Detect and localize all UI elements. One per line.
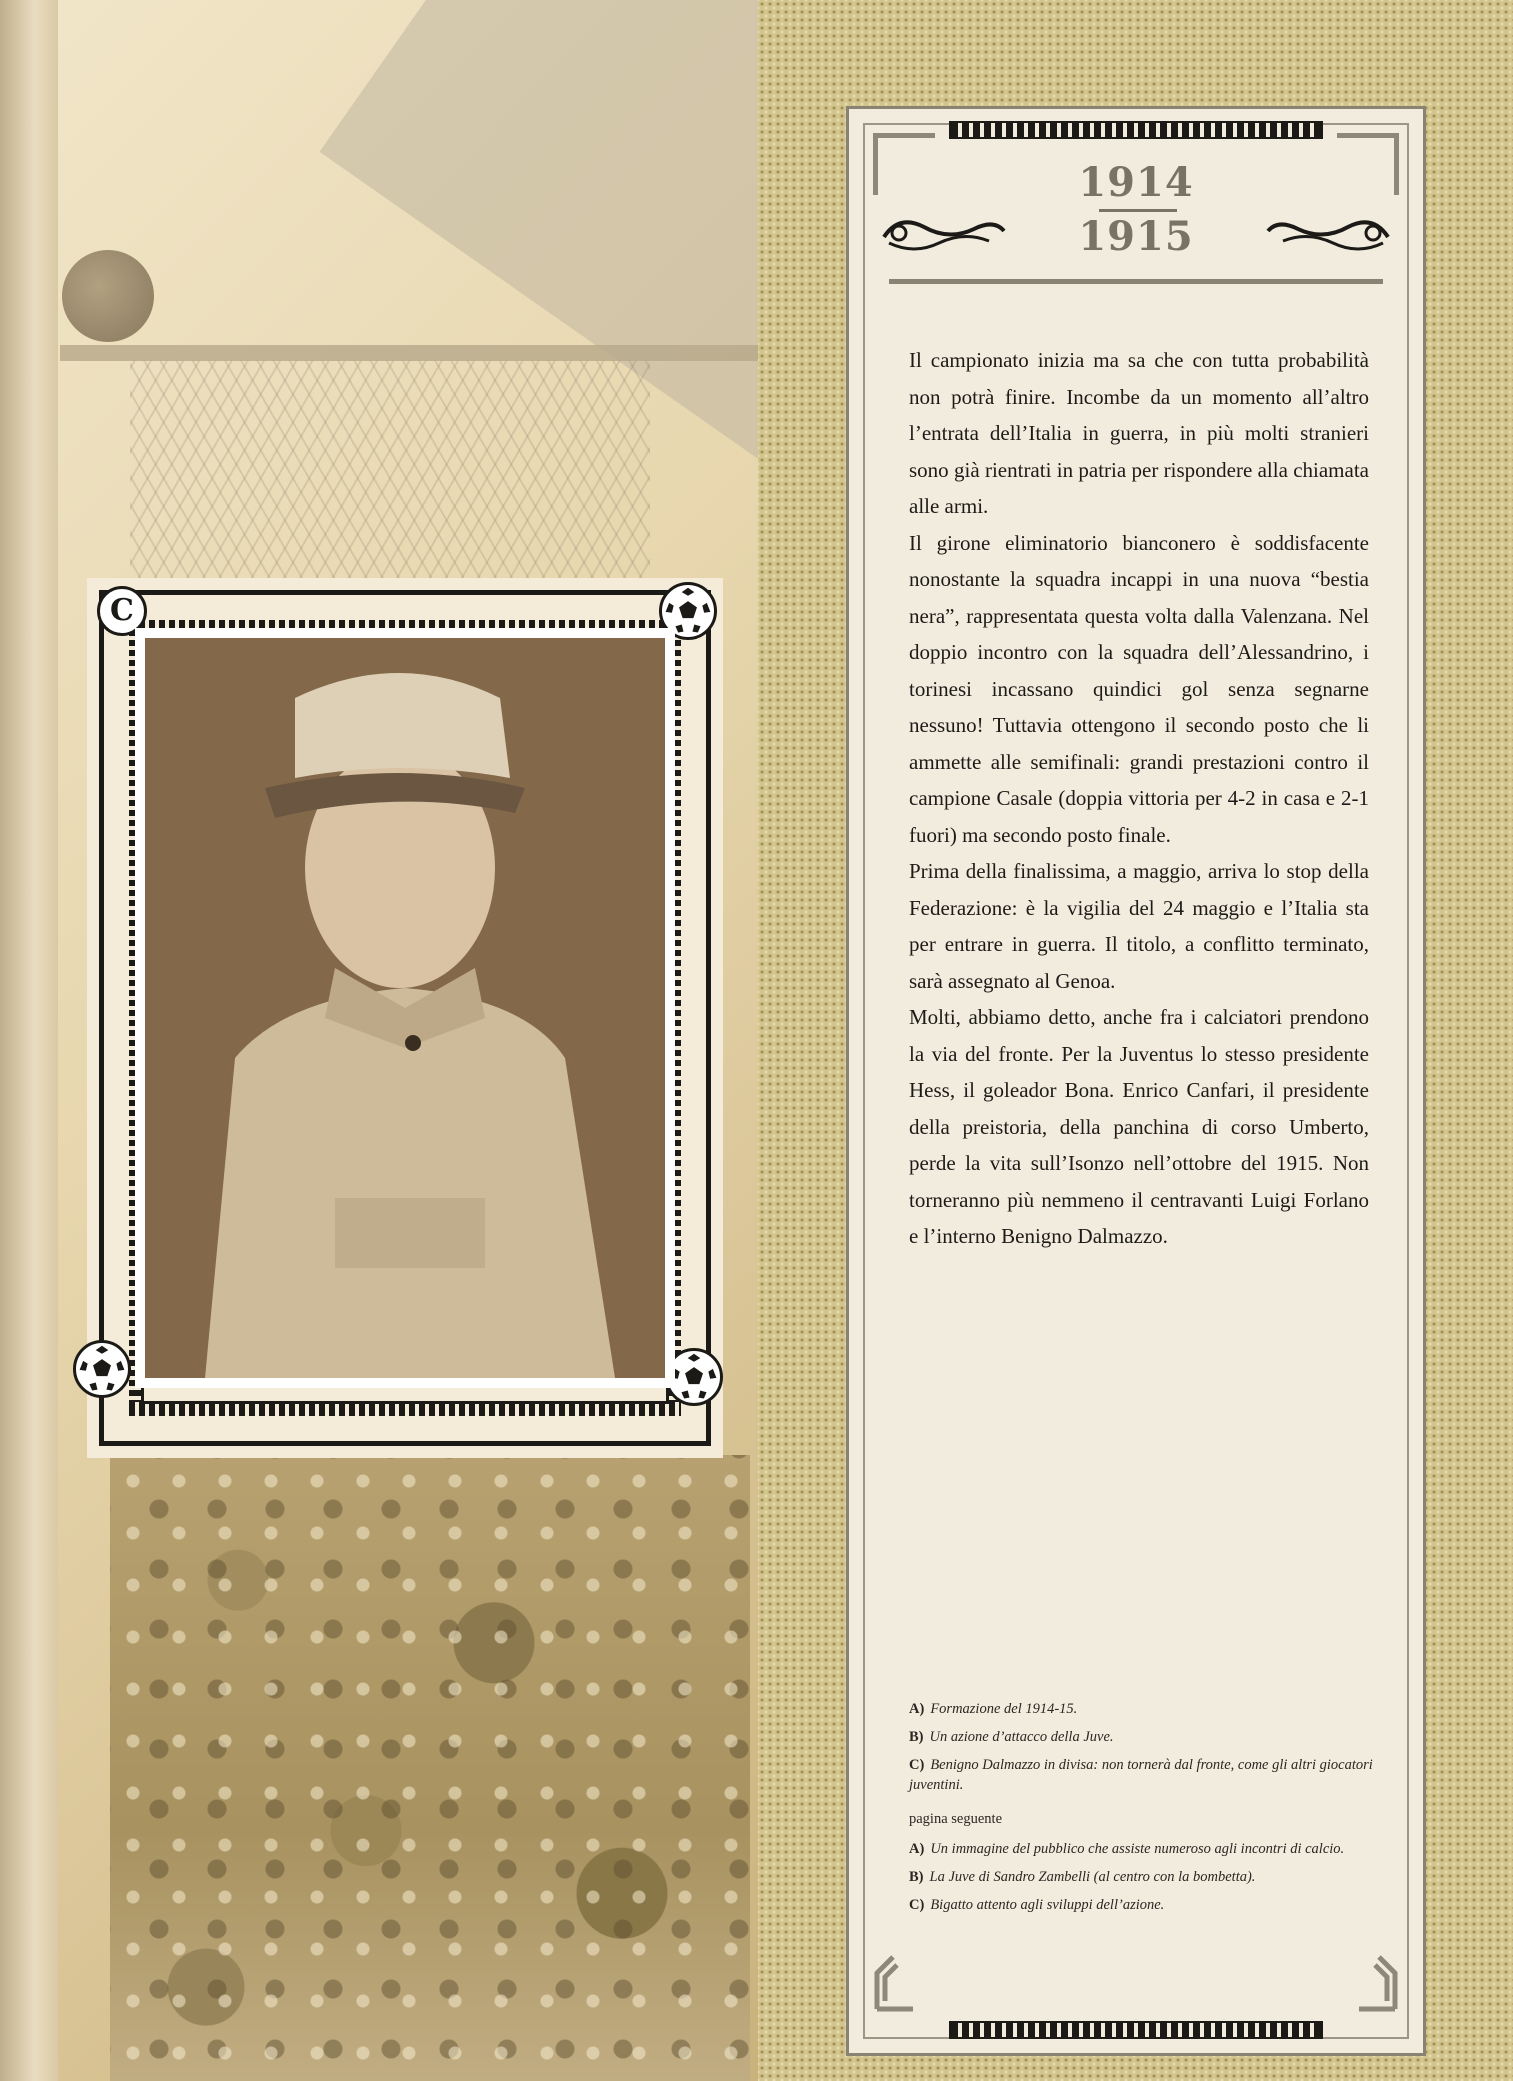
background-ball xyxy=(62,250,154,342)
swirl-ornament-icon xyxy=(879,209,1009,259)
photo-label: C xyxy=(97,586,147,636)
corner-ornament-icon xyxy=(873,1953,933,2013)
paragraph: Molti, abbiamo detto, anche fra i calciatori prendono la via del fronte. Per la Juventus lo stesso presidente Hess, il goleador Bona. Enrico Canfari, il presidente della preistoria, della panchina di corso Umberto, perde la vita sull’Isonzo nell’ottobre del 1915. Non torneranno più nemmeno il centravanti Luigi Forlano e l’interno Benigno Dalmazzo. xyxy=(909,1005,1369,1248)
year-start: 1914 xyxy=(1078,159,1194,206)
soccer-ball-icon xyxy=(73,1340,131,1398)
caption-item: C) Bigatto attento agli sviluppi dell’azione. xyxy=(909,1897,1165,1913)
text-panel xyxy=(846,106,1426,2056)
paragraph: Prima della finalissima, a maggio, arriva lo stop della Federazione: è la vigilia del 24 maggio e l’Italia sta per entrare in guerra. Il titolo, a conflitto terminato, sarà assegnato al Genoa. xyxy=(909,859,1369,993)
header-divider xyxy=(889,279,1383,284)
corner-ornament-icon xyxy=(1339,1953,1399,2013)
caption-item: C) Benigno Dalmazzo in divisa: non tornerà dal fronte, come gli altri giocatori juventini. xyxy=(909,1757,1373,1793)
goal-net-background xyxy=(130,360,650,590)
decorative-bar xyxy=(949,2021,1323,2039)
caption-item: B) Un azione d’attacco della Juve. xyxy=(909,1729,1114,1745)
paragraph: Il campionato inizia ma sa che con tutta probabilità non potrà finire. Incombe da un momento all’altro l’entrata dell’Italia in guerra, in più molti stranieri sono già rientrati in patria per rispondere alla chiamata alle armi. xyxy=(909,348,1369,518)
article-text xyxy=(909,342,1369,1255)
caption-item: A) Formazione del 1914-15. xyxy=(909,1701,1078,1717)
year-end: 1915 xyxy=(1078,213,1194,260)
crowd-photo xyxy=(110,1455,750,2081)
swirl-ornament-icon xyxy=(1263,209,1393,259)
goal-crossbar-background xyxy=(60,345,758,361)
decorative-bar xyxy=(949,121,1323,139)
soldier-portrait-drawing xyxy=(145,638,665,1378)
soldier-portrait-photo xyxy=(135,628,675,1388)
next-page-label: pagina seguente xyxy=(909,1811,1003,1827)
captions xyxy=(909,1699,1379,1923)
caption-item: B) La Juve di Sandro Zambelli (al centro con la bombetta). xyxy=(909,1869,1256,1885)
paragraph: Il girone eliminatorio bianconero è soddisfacente nonostante la squadra incappi in una nuova “bestia nera”, rappresentata questa volta dalla Valenzana. Nel doppio incontro con la squadra dell’Alessandrino, i torinesi incassano quindici gol senza segnarne nessuno! Tuttavia ottengono il secondo posto che li ammette alle semifinali: grandi prestazioni contro il campione Casale (doppia vittoria per 4-2 in casa e 2-1 fuori) ma secondo posto finale. xyxy=(909,530,1369,847)
caption-item: A) Un immagine del pubblico che assiste numeroso agli incontri di calcio. xyxy=(909,1841,1345,1857)
photo-frame xyxy=(87,578,723,1458)
book-spine xyxy=(0,0,58,2081)
